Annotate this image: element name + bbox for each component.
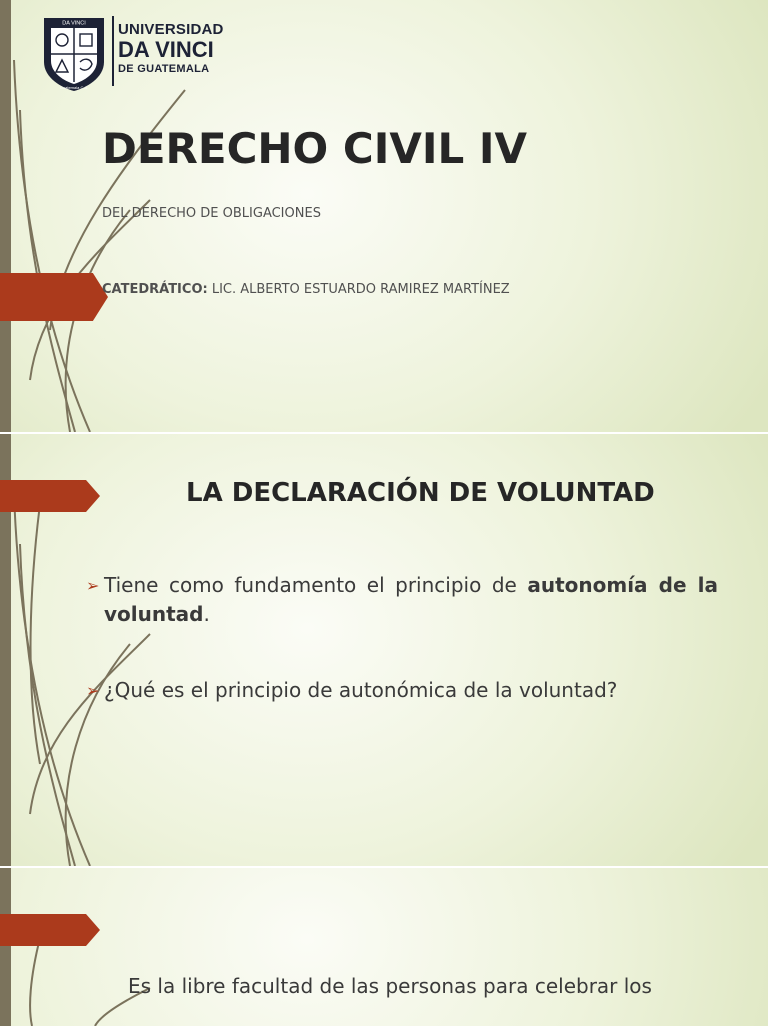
accent-arrow xyxy=(0,914,100,946)
slide-1 xyxy=(0,0,768,432)
svg-text:Guatemala C.A.: Guatemala C.A. xyxy=(59,85,89,90)
bullet-text: ¿Qué es el principio de autonómica de la voluntad? xyxy=(104,678,618,702)
university-name xyxy=(118,22,224,75)
arrowhead-bullet-icon: ➢ xyxy=(86,576,100,595)
arrowhead-bullet-icon: ➢ xyxy=(86,681,100,700)
slide-3-text: Es la libre facultad de las personas para celebrar los xyxy=(128,974,652,998)
university-name-line2: DA VINCI xyxy=(118,37,214,62)
university-seal-icon xyxy=(42,16,106,92)
university-name-line1: UNIVERSIDAD xyxy=(118,21,224,38)
slide-title: DERECHO CIVIL IV xyxy=(102,124,527,173)
accent-arrow xyxy=(0,480,100,512)
teacher-label: CATEDRÁTICO: xyxy=(102,282,208,297)
slide-2-title: LA DECLARACIÓN DE VOLUNTAD xyxy=(186,478,655,508)
teacher-name: LIC. ALBERTO ESTUARDO RAMIREZ MARTÍNEZ xyxy=(207,282,510,297)
accent-arrow xyxy=(0,273,108,321)
bullet-bold-text: autonomía de la voluntad xyxy=(104,573,718,626)
university-logo xyxy=(42,16,222,94)
slide-3 xyxy=(0,868,768,1026)
bullet-text: Tiene como fundamento el principio de autonomía de la voluntad. xyxy=(104,573,718,626)
slide-subtitle: DEL DERECHO DE OBLIGACIONES xyxy=(102,206,321,221)
university-name-line3: DE GUATEMALA xyxy=(118,63,210,75)
decorative-curves xyxy=(0,868,200,1026)
svg-text:DA VINCI: DA VINCI xyxy=(62,20,86,27)
teacher-line xyxy=(102,282,510,297)
